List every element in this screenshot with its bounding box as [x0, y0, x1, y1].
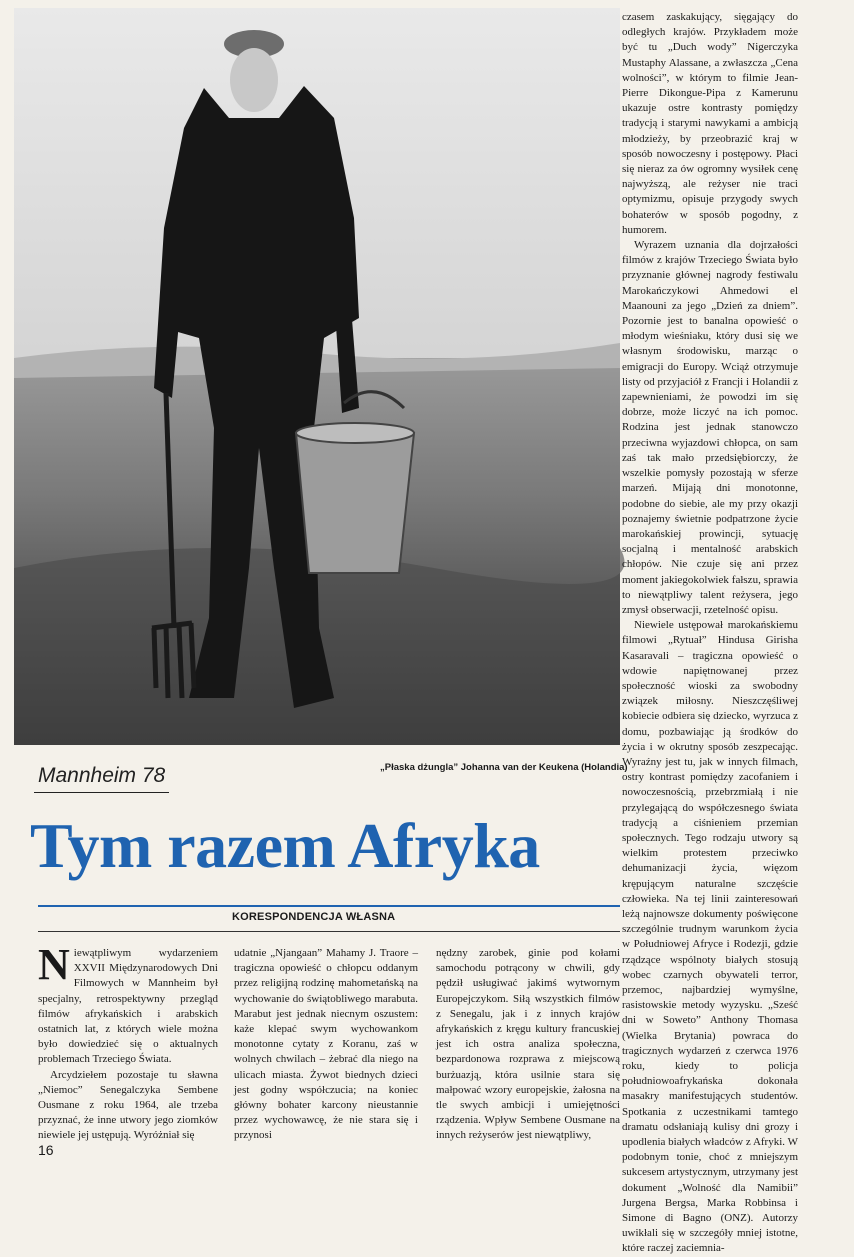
paragraph: czasem zaskakujący, sięgający do odległych krajów. Przykładem może być tu „Duch wody” Nigerczyka Mustaphy Alassane, a zwłaszcza „Cena wolności”, w którym to filmie Jean-Pierre Dikongue-Pipa z Kamerunu ukazuje ostre kontrasty pomiędzy tradycją i starymi nawykami a ambicją młodzieży, by przeobrazić kraj w sposób nowoczesny i postępowy. Płaci się nieraz za ów ogromny wysiłek cenę najwyższą, ale reżyser nie traci optymizmu, opisuje przygody swych bohaterów w sposób pogodny, z humorem.: [622, 11, 798, 236]
article-column-1: [38, 940, 218, 1146]
article-column-4: [622, 10, 798, 1255]
article-headline: Tym razem Afryka: [30, 810, 540, 881]
photo-illustration: [14, 8, 620, 745]
paragraph: Niewątpliwym wydarzeniem XXVII Międzynarodowych Dni Filmowych w Mannheim był specjalny, retrospektywny przegląd filmów afrykańskich i arabskich ostatnich lat, z których wiele można było dowiedzieć się o aktualnych problemach Trzeciego Świata.: [38, 940, 218, 1066]
headline-rule: [38, 905, 620, 907]
section-kicker: Mannheim 78: [38, 764, 166, 787]
drop-cap: N: [38, 940, 70, 989]
article-column-3: [436, 946, 620, 1146]
paragraph: udatnie „Njangaan” Mahamy J. Traore – tragiczna opowieść o chłopcu oddanym przez religijną rodzinę mahometańską na wychowanie do świątobliwego marabuta. Marabut jest jednak niecnym oszustem: każe klepać swym wychowankom monotonne cytaty z Koranu, zaś w wolnych chwilach – żebrać dla niego na ulicach miasta. Żywot biednych dzieci jest godny współczucia; na koniec główny bohater karcony nieustannie przez wychowawcę, że nie stara się i przynosi: [234, 947, 418, 1142]
byline: KORESPONDENCJA WŁASNA: [232, 911, 396, 923]
paragraph: Arcydziełem pozostaje tu sławna „Niemoc” Senegalczyka Sembene Ousmane z roku 1964, ale trzeba przyznać, że inne utwory jego ziomków niewiele jej ustępują. Wyróżniał się: [38, 1068, 218, 1142]
page-number: 16: [38, 1142, 54, 1158]
photo-caption: „Płaska dżungla” Johanna van der Keukena (Holandia): [380, 762, 628, 773]
film-still-photo: [14, 8, 620, 745]
kicker-underline: [34, 792, 169, 793]
paragraph: Niewiele ustępował marokańskiemu filmowi „Rytuał” Hindusa Girisha Kasaravali – tragiczna opowieść o wdowie napiętnowanej przez społeczność wioski za swobodny związek miłosny. Nieszczęśliwej kobiecie odbiera się dziecko, wyrzuca z domu, pozbawiając ją środków do życia i w okrutny sposób zeszpecając. Wyraźny jest tu, jak w innych filmach, ostry kontrast pomiędzy zacofaniem i nowoczesnością, przebrzmiałą i nie przylegającą do współczesnego świata tradycją a ciśnieniem przemian społecznych. Tego rodzaju utwory są wielkim protestem przeciwko dehumanizacji życia, więzom krępującym naturalne szczęście człowieka. Na tej linii zainteresowań leżą najnowsze dokumenty poświęcone szczególnie trudnym warunkom życia w Południowej Afryce i Rodezji, gdzie rządzące wspólnoty białych stosują wobec czarnych obywateli terror, przemoc, najbardziej wymyślne, rasistowskie metody wyzysku. „Sześć dni w Soweto” Anthony Thomasa (Wielka Brytania) powraca do tragicznych wydarzeń z czerwca 1976 roku, kiedy to policja południowoafrykańska dokonała masakry manifestujących studentów. Spotkania z uczestnikami tamtego dramatu odsłaniają kulisy dni grozy i upodlenia białych władców z Afryki. W podobnym tonie, choć z mniejszym sukcesem artystycznym, utrzymany jest dokument „Wolność dla Namibii” Jurgena Bergsa, Marka Robbinsa i Simone di Bagno (ONZ). Autorzy uwikłali się w szczegóły mniej istotne, które raczej zaciemnia-: [622, 619, 798, 1255]
article-column-2: [234, 946, 418, 1146]
byline-rule: [38, 931, 620, 932]
paragraph: nędzny zarobek, ginie pod kołami samochodu potrącony w chwili, gdy pędził usługiwać jakimś wytwornym Europejczykom. Siłą wszystkich filmów z Senegalu, jak i z innych krajów afrykańskich z kręgu kultury francuskiej jest ich ostra analiza społeczna, bezpardonowa rozprawa z miejscową burżuazją, która usilnie stara się małpować wzory europejskie, żałosna na tle swych ambicji i umiejętności rządzenia. Wpływ Sembene Ousmane na innych reżyserów jest niewątpliwy,: [436, 947, 620, 1142]
paragraph: Wyrazem uznania dla dojrzałości filmów z krajów Trzeciego Świata było przyznanie głównej nagrody festiwalu Marokańczykowi Ahmedowi el Maanouni za jego „Dzień za dniem”. Pozornie jest to banalna opowieść o młodym wieśniaku, który dusi się we własnym środowisku, marząc o emigracji do Europy. Wciąż otrzymuje listy od przyjaciół z Francji i Holandii z zapewnieniami, że powodzi im się dobrze, może liczyć na ich pomoc. Rodzina jest jednak stanowczo przeciwna wyjazdowi chłopca, on sam zaś tak mało przedsiębiorczy, że wszelkie pomysły pozostają w sferze marzeń. Mijają dni monotonne, podobne do siebie, ale my przy okazji poznajemy świetnie podpatrzone życie marokańskiej prowincji, sytuację socjalną i mentalność arabskich chłopów. Nie czuje się ani przez moment jakiegokolwiek fałszu, sprawia to niewątpliwy talent reżysera, jego zmysł obserwacji, rzetelność opisu.: [622, 239, 798, 616]
